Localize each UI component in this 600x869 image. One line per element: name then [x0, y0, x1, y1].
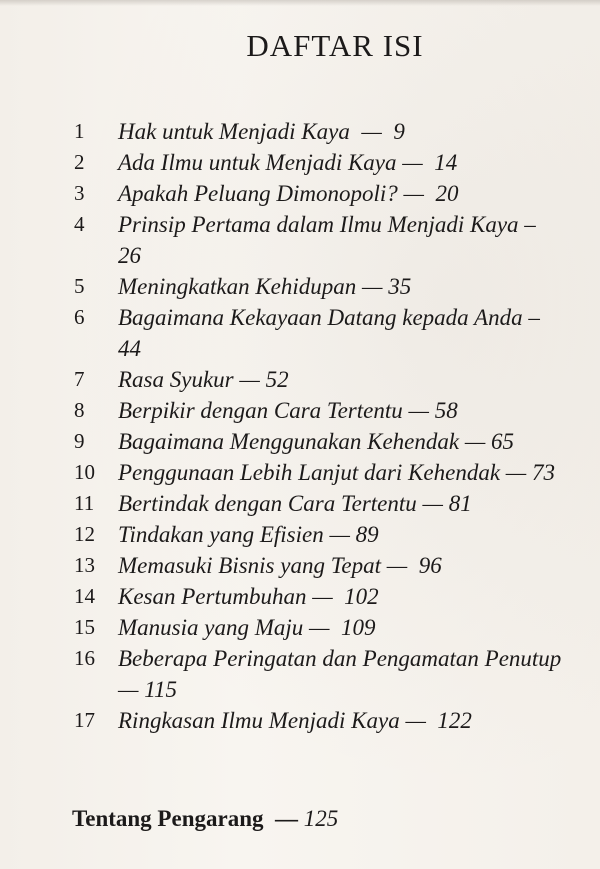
toc-entry [0, 581, 600, 612]
page-number: 81 [448, 491, 472, 516]
chapter-number: 5 [74, 274, 85, 298]
dash: — [405, 708, 426, 733]
page-number: 102 [344, 584, 379, 609]
dash: — [408, 398, 429, 423]
page-number: 20 [435, 181, 459, 206]
page-number: 35 [388, 274, 412, 299]
chapter-number: 11 [74, 491, 95, 515]
dash: — [505, 460, 527, 485]
dash: — [464, 429, 486, 454]
chapter-title: Apakah Peluang Dimonopoli? [118, 181, 398, 206]
chapter-number: 3 [74, 181, 85, 205]
toc-entry [0, 271, 600, 302]
page-number: 14 [434, 150, 458, 175]
page-number: 58 [434, 398, 458, 423]
about-author-entry [72, 806, 338, 832]
chapter-number: 17 [74, 708, 95, 732]
chapter-title: Berpikir dengan Cara Tertentu [118, 398, 403, 423]
toc-entry [0, 705, 600, 736]
toc-entry [0, 302, 600, 364]
chapter-title: Ada Ilmu untuk Menjadi Kaya [118, 150, 397, 175]
page-edge-shadow [0, 0, 600, 6]
chapter-title: Penggunaan Lebih Lanjut dari Kehendak [118, 460, 501, 485]
page-number: 109 [340, 615, 376, 640]
page-number: 44 [118, 336, 141, 361]
chapter-title: Bagaimana Menggunakan Kehendak [118, 429, 460, 454]
chapter-title: Tindakan yang Efisien [118, 522, 324, 547]
page-number: 125 [303, 806, 339, 831]
chapter-title: Rasa Syukur [118, 367, 234, 392]
toc-entry [0, 395, 600, 426]
dash: — [386, 553, 408, 578]
toc-entry [0, 426, 600, 457]
toc-entry [0, 612, 600, 643]
page-number: 26 [118, 243, 141, 268]
page-number: 122 [437, 708, 472, 733]
page-number: 73 [531, 460, 555, 485]
chapter-number: 12 [74, 522, 95, 546]
chapter-title: Kesan Pertumbuhan [118, 584, 307, 609]
page-number: 52 [265, 367, 289, 392]
dash: – [528, 305, 540, 330]
dash: — [309, 615, 330, 640]
chapter-title: Beberapa Peringatan dan Pengamatan Penutup [118, 646, 562, 671]
chapter-number: 14 [74, 584, 95, 608]
chapter-number: 2 [74, 150, 85, 174]
page-number: 96 [418, 553, 442, 578]
chapter-title: Hak untuk Menjadi Kaya [118, 119, 350, 144]
toc-entry [0, 550, 600, 581]
chapter-number: 7 [74, 367, 85, 391]
chapter-title: Manusia yang Maju [118, 615, 304, 640]
chapter-title: Bagaimana Kekayaan Datang kepada Anda [118, 305, 523, 330]
chapter-title: Bertindak dengan Cara Tertentu [118, 491, 417, 516]
chapter-number: 9 [74, 429, 85, 453]
dash: — [118, 677, 139, 702]
page-number: 89 [355, 522, 379, 547]
dash: — [312, 584, 333, 609]
page-title: DAFTAR ISI [246, 28, 424, 63]
dash: — [403, 181, 424, 206]
chapter-number: 15 [74, 615, 95, 639]
page-number: 65 [491, 429, 515, 454]
dash: — [402, 150, 423, 175]
toc-entry [0, 643, 600, 705]
table-of-contents [0, 116, 600, 736]
dash: — [362, 274, 383, 299]
chapter-title: Ringkasan Ilmu Menjadi Kaya [118, 708, 400, 733]
dash: — [329, 522, 350, 547]
toc-entry [0, 116, 600, 147]
toc-entry [0, 488, 600, 519]
dash: — [239, 367, 260, 392]
about-author-title: Tentang Pengarang [72, 806, 264, 831]
page-number: 115 [144, 677, 177, 702]
page-number: 9 [393, 119, 405, 144]
dash: — [361, 119, 382, 144]
toc-entry [0, 178, 600, 209]
chapter-title: Meningkatkan Kehidupan [118, 274, 357, 299]
chapter-number: 16 [74, 646, 95, 670]
chapter-title: Prinsip Pertama dalam Ilmu Menjadi Kaya [118, 212, 519, 237]
dash: – [524, 212, 536, 237]
chapter-number: 4 [74, 212, 85, 236]
toc-entry [0, 147, 600, 178]
chapter-number: 8 [74, 398, 85, 422]
chapter-number: 6 [74, 305, 85, 329]
chapter-number: 1 [74, 119, 85, 143]
chapter-title: Memasuki Bisnis yang Tepat [118, 553, 381, 578]
dash: — [274, 806, 298, 831]
chapter-number: 13 [74, 553, 95, 577]
chapter-number: 10 [74, 460, 95, 484]
toc-entry [0, 519, 600, 550]
dash: — [422, 491, 443, 516]
toc-entry [0, 209, 600, 271]
toc-entry [0, 364, 600, 395]
toc-entry [0, 457, 600, 488]
